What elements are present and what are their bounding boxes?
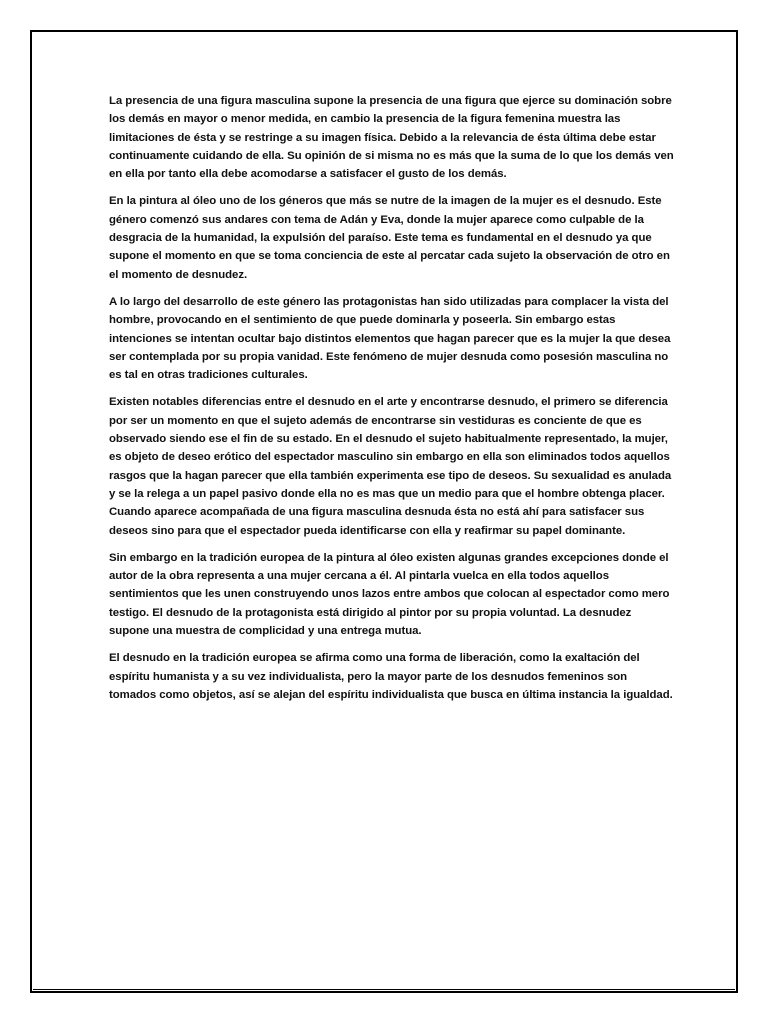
paragraph-3: A lo largo del desarrollo de este género las protagonistas han sido utilizadas para complacer la vista del hombre, provocando en el sentimiento de que puede dominarla y poseerla. Sin embargo estas intenciones se intentan ocultar bajo distintos elementos que hagan parecer que es la mujer la que desea ser contemplada por su propia vanidad. Este fenómeno de mujer desnuda como posesión masculina no es tal en otras tradiciones culturales. (109, 295, 671, 382)
paragraph-2: En la pintura al óleo uno de los géneros que más se nutre de la imagen de la mujer es el desnudo. Este género comenzó sus andares con tema de Adán y Eva, donde la mujer aparece como culpable de la desgracia de la humanidad, la expulsión del paraíso. Este tema es fundamental en el desnudo ya que supone el momento en que se toma conciencia de este al percatar cada sujeto la observación de otro en el momento de desnudez. (109, 195, 670, 281)
document-body (109, 92, 674, 713)
paragraph-1: La presencia de una figura masculina supone la presencia de una figura que ejerce su dominación sobre los demás en mayor o menor medida, en cambio la presencia de la figura femenina muestra las limitaciones de ésta y se restringe a su imagen física. Debido a la relevancia de ésta última debe estar continuamente cuidando de ella. Su opinión de si misma no es más que la suma de lo que los demás ven en ella por tanto ella debe acomodarse a satisfacer el gusto de los demás. (109, 95, 674, 181)
paragraph-5: Sin embargo en la tradición europea de la pintura al óleo existen algunas grandes excepciones donde el autor de la obra representa a una mujer cercana a él. Al pintarla vuelca en ella todos aquellos sentimientos que les unen construyendo unos lazos entre ambos que colocan al espectador como mero testigo. El desnudo de la protagonista está dirigido al pintor por su propia voluntad. La desnudez supone una muestra de complicidad y una entrega mutua. (109, 551, 670, 638)
paragraph-4: Existen notables diferencias entre el desnudo en el arte y encontrarse desnudo, el primero se diferencia por ser un momento en que el sujeto además de encontrarse sin vestiduras es conciente de que es observado siendo ese el fin de su estado. En el desnudo el sujeto habitualmente representado, la mujer, es objeto de deseo erótico del espectador masculino sin embargo en ella son eliminados todos aquellos rasgos que la hagan parecer que ella también experimenta ese tipo de deseos. Su sexualidad es anulada y se la relega a un papel pasivo donde ella no es mas que un medio para que el hombre obtenga placer. Cuando aparece acompañada de una figura masculina desnuda ésta no está ahí para satisfacer sus deseos sino para que el espectador pueda identificarse con ella y reafirmar su papel dominante. (109, 396, 672, 537)
page-frame (30, 30, 738, 993)
paragraph-6: El desnudo en la tradición europea se afirma como una forma de liberación, como la exaltación del espíritu humanista y a su vez individualista, pero la mayor parte de los desnudos femeninos son tomados como objetos, así se alejan del espíritu individualista que busca en última instancia la igualdad. (109, 652, 673, 701)
